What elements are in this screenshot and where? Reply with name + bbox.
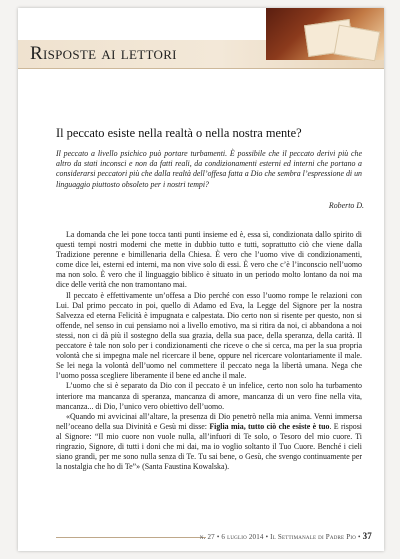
footer-info <box>200 531 372 541</box>
section-title: Risposte ai lettori <box>30 43 177 64</box>
page-number: 37 <box>362 531 372 541</box>
article-title: Il peccato esiste nella realtà o nella nostra mente? <box>56 126 302 140</box>
reader-signature: Roberto D. <box>328 201 364 210</box>
page-footer <box>18 530 384 544</box>
footer-divider <box>56 537 206 538</box>
letter-paper-image <box>334 25 381 62</box>
quote-text: . E risposi al Signore: “Il mio cuore non vuole nulla, all’infuori di Te solo, o Tesoro del mio cuore. Ti ringrazio, Signore, di tutti i doni che mi dai, ma io voglio soltanto il Tuo Cuore. Benché i cieli siano grandi, per me sono nulla senza di Te. Tu sai bene, o Gesù, che svengo continuamente per la nostalgia che ho di Te”» (Santa Faustina Kowalska). <box>56 421 362 472</box>
answer-paragraph: L’uomo che si è separato da Dio con il peccato è un infelice, certo non solo ha turbamento interiore ma mancanza di speranza, mancanza di amore, mancanza di un vero fine nella vita, mancanza... di Dio, l’unico vero obiettivo dell’uomo. <box>56 381 362 411</box>
quote-paragraph <box>56 412 362 473</box>
header-photo <box>266 8 384 60</box>
header-divider <box>18 68 384 69</box>
answer-paragraph: Il peccato è effettivamente un’offesa a Dio perché con esso l’uomo rompe le relazioni con Lui. Dal primo peccato in poi, quello di Adamo ed Eva, la Legge del Signore per la nostra Salvezza ed eterna Felicità è impugnata e calpestata. Dio certo non si risente per questo, non si offende, nel senso in cui pensiamo noi a livello emotivo, ma si ritira da noi, ci abbandona a noi stessi, non ci dà più il sostegno della sua grazia, della sua pace, della speranza, della carità. Il peccatore è tale non solo per i condizionamenti che riceve o che si cerca, ma per la sua propria volontà che si impegna male nel ricercare il bene, oppure nel ricercare volontariamente il male. Se lei nega la volontà dell’uomo nel commettere il peccato nega la libertà umana. Nega che l’uomo possa scegliere liberamente il bene ed anche il male. <box>56 290 362 381</box>
answer-paragraph: La domanda che lei pone tocca tanti punti insieme ed è, essa sì, condizionata dallo spirito di questi tempi nostri moderni che mette in dubbio tutto e tutti, soprattutto ciò che viene dalla Tradizione perenne e bimillenaria della Chiesa. È vero che l’uomo vive di condizionamenti, come dice lei, esterni ed interni, ma non vive solo di essi. È vero che c’è l’inconscio nell’uomo ma non solo. È vero che il linguaggio biblico è situato in un periodo molto lontano da noi ma dice delle verità che non tramontano mai. <box>56 230 362 290</box>
quote-text: «Quando mi avvicinai all’altare, la presenza di Dio penetrò nella mia anima. Venni immersa nell’oceano della sua Divinità e Gesù mi disse: <box>56 411 362 431</box>
magazine-page <box>18 8 384 551</box>
answer-body <box>56 230 362 472</box>
issue-info: n. 27 • 6 luglio 2014 • Il Settimanale di Padre Pio • <box>199 533 361 541</box>
reader-question: Il peccato a livello psichico può portare turbamenti. È possibile che il peccato derivi più che altro da stati inconsci e non da fatti reali, da condizionamenti esterni ed interni che portano a considerarsi peccatori più che dalla realtà dell’offesa fatta a Dio che sembra l’espressione di un linguaggio piuttosto obsoleto per i nostri tempi? <box>56 149 362 189</box>
quote-emphasis: Figlia mia, tutto ciò che esiste è tuo <box>209 421 330 431</box>
